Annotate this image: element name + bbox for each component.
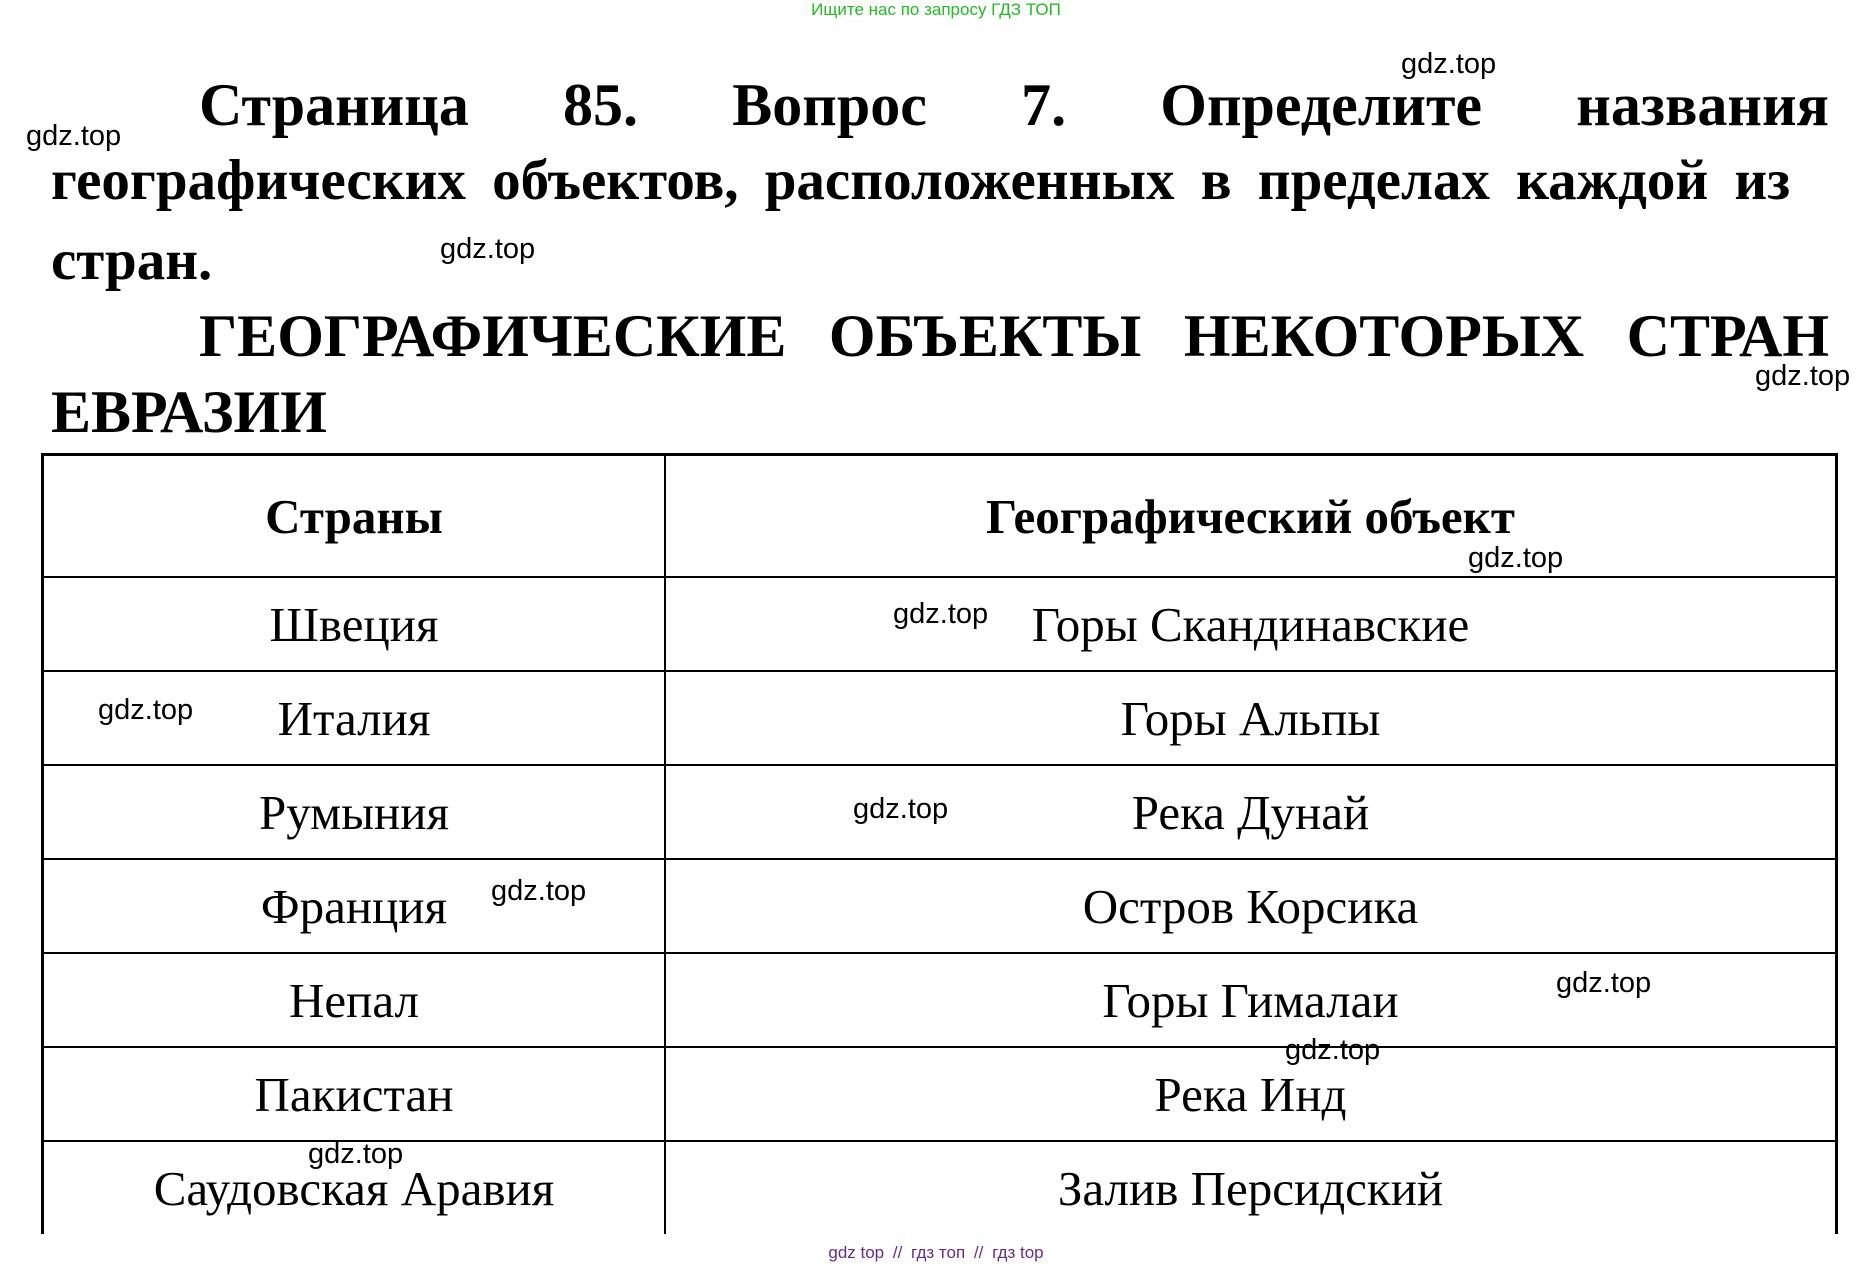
question-word: 85. (563, 72, 639, 138)
question-word: 7. (1021, 72, 1067, 138)
heading-word: СТРАН (1626, 303, 1829, 369)
country-cell: Румыния (43, 765, 666, 859)
bottom-banner-separator: // (892, 1243, 903, 1262)
watermark: gdz.top (491, 875, 587, 907)
country-cell: Саудовская Аравия (43, 1141, 666, 1234)
bottom-banner-item: гдз top (992, 1243, 1044, 1262)
country-cell: Швеция (43, 577, 666, 671)
geo-object-cell: Горы Альпы (665, 671, 1837, 765)
table-header-row (43, 455, 1837, 578)
question-line-3: стран. (51, 229, 213, 292)
watermark: gdz.top (1468, 542, 1564, 574)
table-row (43, 859, 1837, 953)
question-line-1 (51, 72, 1829, 138)
country-cell: Франция (43, 859, 666, 953)
watermark: gdz.top (1401, 48, 1497, 80)
question-word: Вопрос (732, 72, 927, 138)
watermark: gdz.top (26, 120, 122, 152)
watermark: gdz.top (440, 233, 536, 265)
bottom-banner-item: gdz top (828, 1243, 885, 1262)
geo-object-cell: Горы Скандинавские (665, 577, 1837, 671)
watermark: gdz.top (1755, 360, 1851, 392)
geo-objects-table (41, 453, 1838, 1234)
section-heading-line-2: ЕВРАЗИИ (51, 379, 327, 445)
geo-object-cell: Горы Гималаи (665, 953, 1837, 1047)
header-geo-object: Географический объект (665, 455, 1837, 578)
table-row (43, 671, 1837, 765)
geo-object-cell: Остров Корсика (665, 859, 1837, 953)
question-line-2 (51, 149, 1829, 212)
question-text-line-2: географических объектов, расположенных в пределах каждой из (51, 149, 1791, 212)
heading-word: ГЕОГРАФИЧЕСКИЕ (199, 303, 787, 369)
geo-object-cell: Река Инд (665, 1047, 1837, 1141)
geo-object-cell: Река Дунай (665, 765, 1837, 859)
country-cell: Пакистан (43, 1047, 666, 1141)
bottom-banner (0, 1243, 1872, 1263)
watermark: gdz.top (308, 1138, 404, 1170)
table-row (43, 1047, 1837, 1141)
country-cell: Италия (43, 671, 666, 765)
country-cell: Непал (43, 953, 666, 1047)
section-heading-line-1 (51, 303, 1829, 369)
watermark: gdz.top (1285, 1034, 1381, 1066)
bottom-banner-separator: // (973, 1243, 984, 1262)
header-countries: Страны (43, 455, 666, 578)
bottom-banner-item: гдз топ (911, 1243, 966, 1262)
question-word: названия (1576, 72, 1829, 138)
top-banner: Ищите нас по запросу ГДЗ ТОП (811, 0, 1061, 19)
watermark: gdz.top (893, 598, 989, 630)
question-word: Определите (1160, 72, 1483, 138)
watermark: gdz.top (1556, 967, 1652, 999)
watermark: gdz.top (853, 793, 949, 825)
question-word: Страница (199, 72, 469, 138)
heading-word: НЕКОТОРЫХ (1183, 303, 1585, 369)
watermark: gdz.top (98, 694, 194, 726)
geo-object-cell: Залив Персидский (1057, 1160, 1444, 1216)
heading-word: ОБЪЕКТЫ (828, 303, 1142, 369)
